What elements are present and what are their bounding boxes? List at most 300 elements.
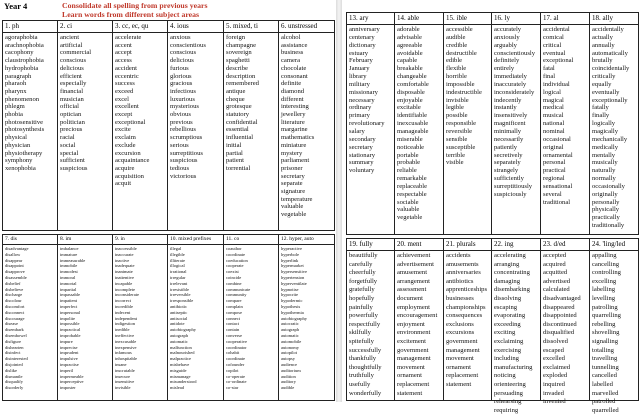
spelling-word: cancelling [592,260,620,268]
spelling-word: national [543,120,565,128]
spelling-word: noticeable [397,143,425,151]
spelling-word: hyperlink [281,257,299,263]
spelling-word: visible [446,159,464,167]
spelling-word: champagne [226,41,257,49]
spelling-word: impatient [60,298,77,304]
spelling-word: actually [592,33,613,41]
spelling-word: susceptible [446,143,476,151]
word-list [3,33,57,173]
spelling-word: hypodermic [281,298,303,304]
spelling-word: malfunction [170,344,192,350]
spelling-word: hyperventilate [281,280,307,286]
spelling-word: replacement [446,372,479,380]
spelling-word: eccentric [115,72,139,80]
spelling-word: claustrophobia [5,57,44,65]
spelling-word: beautifully [349,252,378,259]
spelling-word: insensitively [494,112,528,120]
spelling-word: accessible [446,26,473,33]
spelling-word: miniature [281,141,307,149]
spelling-word: necessarily [494,135,524,143]
spelling-word: painfully [349,303,373,311]
spelling-word: government [446,337,478,345]
spelling-word: excelled [543,355,565,363]
spelling-word: excellent [115,103,139,111]
spelling-word: secretary [281,172,305,180]
spelling-word: audible [281,385,295,391]
spelling-word: alcohol [281,34,301,41]
spelling-word: independent [115,315,137,321]
spelling-word: disfigure [5,338,21,344]
spelling-word: indecent [115,309,131,315]
spelling-word: gracious [170,80,193,88]
spelling-word: noticing [494,372,516,380]
word-list [347,25,394,175]
spelling-word: indestructible [446,88,482,96]
spelling-word: irresistible [170,286,189,292]
spelling-word: exciting [494,329,516,337]
spelling-word: except [115,111,133,119]
spelling-word: acquitted [543,269,568,277]
right-top-grid [346,12,639,235]
spelling-word: success [115,80,135,88]
spelling-word: mislead [170,385,184,391]
spelling-word: imperfect [60,303,78,309]
word-column [347,239,395,401]
word-column [541,239,590,406]
column-header: 16. ly [492,13,540,25]
spelling-word: co-ordinate [226,379,247,385]
spelling-word: final [543,73,556,81]
spelling-word: irreversible [170,292,191,298]
spelling-word: voluntary [349,167,375,175]
column-header: 15. ible [444,13,491,25]
spelling-word: community [226,292,247,298]
spelling-word: autocratic [281,321,299,327]
spelling-word: photosynthesis [5,126,45,134]
spelling-word: hypertension [281,274,305,280]
subtitle-consolidate: Consolidate all spelling from previous years [62,1,208,10]
spelling-word: discharge [5,292,23,298]
spelling-word: accelerating [494,252,526,259]
word-column [279,21,335,231]
spelling-word: consequences [446,312,483,320]
spelling-word: destructible [446,49,477,57]
spelling-word: disassemble [5,274,27,280]
spelling-word: artificial [60,41,83,49]
word-column [395,13,444,235]
word-list [444,25,491,167]
spelling-word: disallow [5,251,21,257]
spelling-word: probable [397,159,421,167]
spelling-word: inaccurate [115,251,134,257]
spelling-word: logical [543,88,561,96]
spelling-word: orienteering [494,380,526,388]
spelling-word: respectable [397,190,427,198]
spelling-word: controlling [592,269,621,277]
column-header: 21. plurals [444,239,491,251]
spelling-word: coincide [226,274,242,280]
spelling-word: inadequate [115,263,135,269]
spelling-word: suspicious [170,157,198,165]
spelling-word: magically [592,127,618,135]
spelling-word: respectfully [349,320,381,328]
word-column [168,21,224,231]
spelling-word: primary [349,112,370,120]
spelling-word: inaccurately [494,80,527,88]
spelling-word: secondary [349,135,376,143]
spelling-word: efficient [60,72,82,80]
spelling-word: consonant [281,72,308,80]
spelling-word: excel [115,95,129,103]
spelling-word: photosensitive [5,118,44,126]
word-list [541,25,589,206]
spelling-word: advertisement [397,260,434,268]
spelling-word: capable [397,57,418,65]
spelling-word: calculated [543,286,570,294]
spelling-word: illegal [170,246,182,251]
spelling-word: description [226,72,256,80]
spelling-word: irrational [170,269,187,275]
spelling-word: malpractice [170,356,191,362]
spelling-word: compose [226,309,242,315]
spelling-word: accidental [543,26,570,33]
spelling-word: anxious [170,34,191,41]
column-header: 12. hyper, auto [279,235,334,245]
spelling-word: anxiously [494,33,520,41]
spelling-word: mechanically [592,135,628,143]
spelling-word: invented [543,398,566,406]
spelling-word: stationary [349,151,376,159]
spelling-word: enjoyment [397,320,425,328]
spelling-word: missionary [349,88,378,96]
spelling-word: disqualify [5,379,23,385]
spelling-word: misguide [170,367,187,373]
spelling-word: antique [226,87,246,95]
spelling-word: assessment [397,286,427,294]
spelling-word: autobiography [170,327,196,333]
spelling-word: inconsiderately [494,88,535,96]
spelling-word: jewellery [281,111,306,119]
spelling-word: precious [60,126,83,134]
spelling-word: original [543,143,564,151]
spelling-word: thoughtfully [349,363,382,371]
spelling-word: comical [543,33,564,41]
spelling-word: business [281,49,304,57]
column-header: 7. dis [3,235,57,245]
spelling-word: agreeable [397,41,423,49]
spelling-word: excelling [592,277,617,285]
spelling-word: excite [115,126,131,134]
spelling-word: combine [226,280,242,286]
spelling-word: irrelevant [170,280,188,286]
word-list [3,245,57,391]
spelling-word: secretively [494,151,523,159]
spelling-word: initial [226,141,242,149]
word-column [395,239,444,401]
spelling-word: anniversary [349,26,380,33]
spelling-word: vegetable [397,214,423,222]
word-column [113,21,168,231]
spelling-word: definite [281,80,302,88]
spelling-word: advertised [543,277,571,285]
spelling-word: impartial [60,286,77,292]
spelling-word: practically [592,214,620,222]
spelling-word: inanimate [115,269,133,275]
spelling-word: partial [226,149,243,157]
spelling-word: identifiable [397,112,428,120]
column-header: 22. ing [492,239,540,251]
spelling-word: signature [281,188,306,196]
spelling-word: businesses [446,294,474,302]
spelling-word: reliable [397,167,417,175]
spelling-word: vegetable [281,211,307,219]
spelling-word: impersonal [60,309,80,315]
spelling-word: mysterious [170,103,199,111]
spelling-word: autobiography [281,315,307,321]
word-column [590,239,639,414]
word-column [590,13,639,235]
spelling-word: definitely [494,57,520,65]
spelling-word: finally [592,112,610,120]
spelling-word: assistance [281,41,308,49]
spelling-word: championships [446,303,486,311]
spelling-word: valuable [397,206,420,214]
spelling-word: physician [5,141,31,149]
spelling-word: malnourished [170,350,195,356]
spelling-word: illegible [170,251,185,257]
spelling-word: compare [226,298,242,304]
spelling-word: cheque [226,95,245,103]
spelling-word: exclusions [446,320,474,328]
column-header: 10. mixed prefixes [168,235,223,245]
spelling-word: immeasurable [60,257,86,263]
spelling-word: connect [226,315,240,321]
spelling-word: acquaintance [115,157,150,165]
spelling-word: horrible [446,73,467,81]
spelling-word: dislike [5,367,17,373]
spelling-word: impractical [60,327,81,333]
spelling-word: military [349,80,370,88]
column-header: 9. in [113,235,167,245]
spelling-word: anniversaries [446,269,481,277]
spelling-word: wonderfully [349,389,382,397]
spelling-word: hypermarket [281,263,304,269]
spelling-word: illiterate [170,257,185,263]
spelling-word: hypocrite [281,292,298,298]
word-column [3,21,58,231]
spelling-word: furious [170,64,189,72]
spelling-word: disbelieve [5,286,24,292]
spelling-word: eventually [592,88,620,96]
spelling-word: irresponsible [170,298,194,304]
spelling-word: annually [592,41,615,49]
spelling-word: disbelief [5,280,21,286]
spelling-word: interesting [281,103,309,111]
spelling-word: imprudent [60,350,79,356]
spelling-word: instantly [494,104,517,112]
spelling-word: valuable [281,203,304,211]
spelling-word: practical [543,167,566,175]
spelling-word: musician [60,95,84,103]
spelling-word: auditorium [281,367,301,373]
spelling-word: communicate [226,286,251,292]
spelling-word: inhospitable [115,356,137,362]
spelling-word: hydrophobia [5,64,39,72]
word-column [224,21,279,231]
spelling-word: diamond [281,87,305,95]
spelling-word: physical [5,134,27,142]
spelling-word: inactive [115,257,130,263]
spelling-word: special [60,149,79,157]
spelling-word: patrolling [592,303,618,311]
spelling-word: adorable [397,26,420,33]
spelling-word: autonomy [281,344,299,350]
spelling-word: individual [543,80,570,88]
spelling-word: especially [60,80,87,88]
right-bottom-grid [346,238,639,414]
spelling-word: surreptitiously [494,182,533,190]
word-list [395,251,443,398]
spelling-word: equally [592,80,612,88]
spelling-word: apprenticeships [446,286,488,294]
spelling-word: originally [592,190,618,198]
column-header: 23. d/ed [541,239,589,251]
spelling-word: exceptionally [592,96,628,104]
spelling-word: infectious [170,87,197,95]
spelling-word: accelerate [115,34,142,41]
spelling-word: parliament [281,157,310,165]
spelling-word: copilot [226,367,239,373]
spelling-word: secretary [349,143,373,151]
spelling-word: signalling [592,337,619,345]
spelling-word: dismantle [5,373,23,379]
spelling-word: immodest [60,269,78,275]
spelling-word: gratefully [349,286,375,294]
spelling-word: amusement [397,269,428,277]
spelling-word: discourage [5,315,25,321]
spelling-word: irregular [170,274,186,280]
spelling-word: thankfully [349,355,377,363]
spelling-word: February [349,57,373,65]
spelling-word: inexcusable [115,338,137,344]
spelling-word: optician [60,111,82,119]
spelling-word: converse [226,332,242,338]
spelling-word: avoidable [397,49,423,57]
spelling-word: ornament [446,363,471,371]
spelling-word: dishearten [5,344,24,350]
left-top-grid [2,20,335,231]
spelling-word: necessary [349,96,375,104]
spelling-word: antibiotics [446,277,474,285]
spelling-word: improbable [60,332,81,338]
spelling-word: sensational [543,182,573,190]
spelling-word: acquisition [115,172,144,180]
spelling-word: excursion [115,149,141,157]
spelling-word: revolutionary [349,120,385,128]
spelling-word: accidentally [592,26,624,33]
column-header: 8. im [58,235,112,245]
spelling-word: suspiciously [494,190,527,198]
spelling-word: occasionally [592,182,625,190]
spelling-word: terrible [446,151,466,159]
word-list [347,251,394,398]
spelling-word: changeable [397,73,427,81]
spelling-word: foreign [226,34,246,41]
spelling-word: cofounder [226,361,245,367]
spelling-word: cooperate [226,263,244,269]
spelling-word: skilfully [349,329,371,337]
spelling-word: different [281,95,304,103]
spelling-word: conscientious [170,41,206,49]
spelling-word: accidents [446,252,471,259]
spelling-word: accepted [543,252,567,259]
spelling-word: conscious [60,57,87,65]
spelling-word: disorderly [5,385,24,391]
spelling-word: official [60,103,79,111]
spelling-word: statutory [226,111,250,119]
spelling-word: traditionally [592,222,625,230]
spelling-word: disconnect [5,309,25,315]
spelling-word: audible [446,33,466,41]
spelling-word: disappeared [543,303,575,311]
spelling-word: spaghetti [226,57,250,65]
spelling-word: January [349,65,370,73]
spelling-word: scrumptious [170,134,203,142]
column-header: 11. co [224,235,278,245]
spelling-word: describe [226,64,248,72]
spelling-word: breakable [397,65,423,73]
spelling-word: excitement [397,337,426,345]
spelling-word: confidential [226,118,258,126]
spelling-word: coordinate [226,251,245,257]
spelling-word: acquire [115,164,135,172]
spelling-word: separately [494,159,521,167]
spelling-word: rehearsing [494,398,522,406]
spelling-word: library [349,73,367,81]
word-column [492,239,541,414]
spelling-word: invisible [446,96,469,104]
spelling-word: credible [446,41,468,49]
spelling-word: glorious [170,72,192,80]
spelling-word: invaded [543,389,564,397]
spelling-word: incomplete [115,286,135,292]
word-column [492,13,541,235]
spelling-word: exclaimed [543,363,571,371]
spelling-word: manufacturing [494,363,533,371]
word-column [347,13,395,235]
spelling-word: coincidentally [592,65,630,73]
spelling-word: impulsive [60,356,78,362]
spelling-word: concentrating [494,269,530,277]
spelling-word: inattentive [115,274,134,280]
spelling-word: conscious [170,49,197,57]
column-header: 6. unstressed [279,21,334,33]
spelling-word: manageable [397,127,429,135]
spelling-word: conscientiously [494,49,536,57]
spelling-word: disappoint [5,263,24,269]
spelling-word: patient [226,157,244,165]
word-column [58,21,113,231]
spelling-word: disinterested [5,356,28,362]
spelling-word: co-operate [226,373,245,379]
spelling-word: misunderstood [170,379,197,385]
spelling-word: sociable [397,198,419,206]
spelling-word: co-star [226,385,239,391]
spelling-word: access [115,57,132,65]
spelling-word: usefully [349,380,371,388]
spelling-word: environment [397,329,431,337]
spelling-word: surreptitious [170,149,203,157]
